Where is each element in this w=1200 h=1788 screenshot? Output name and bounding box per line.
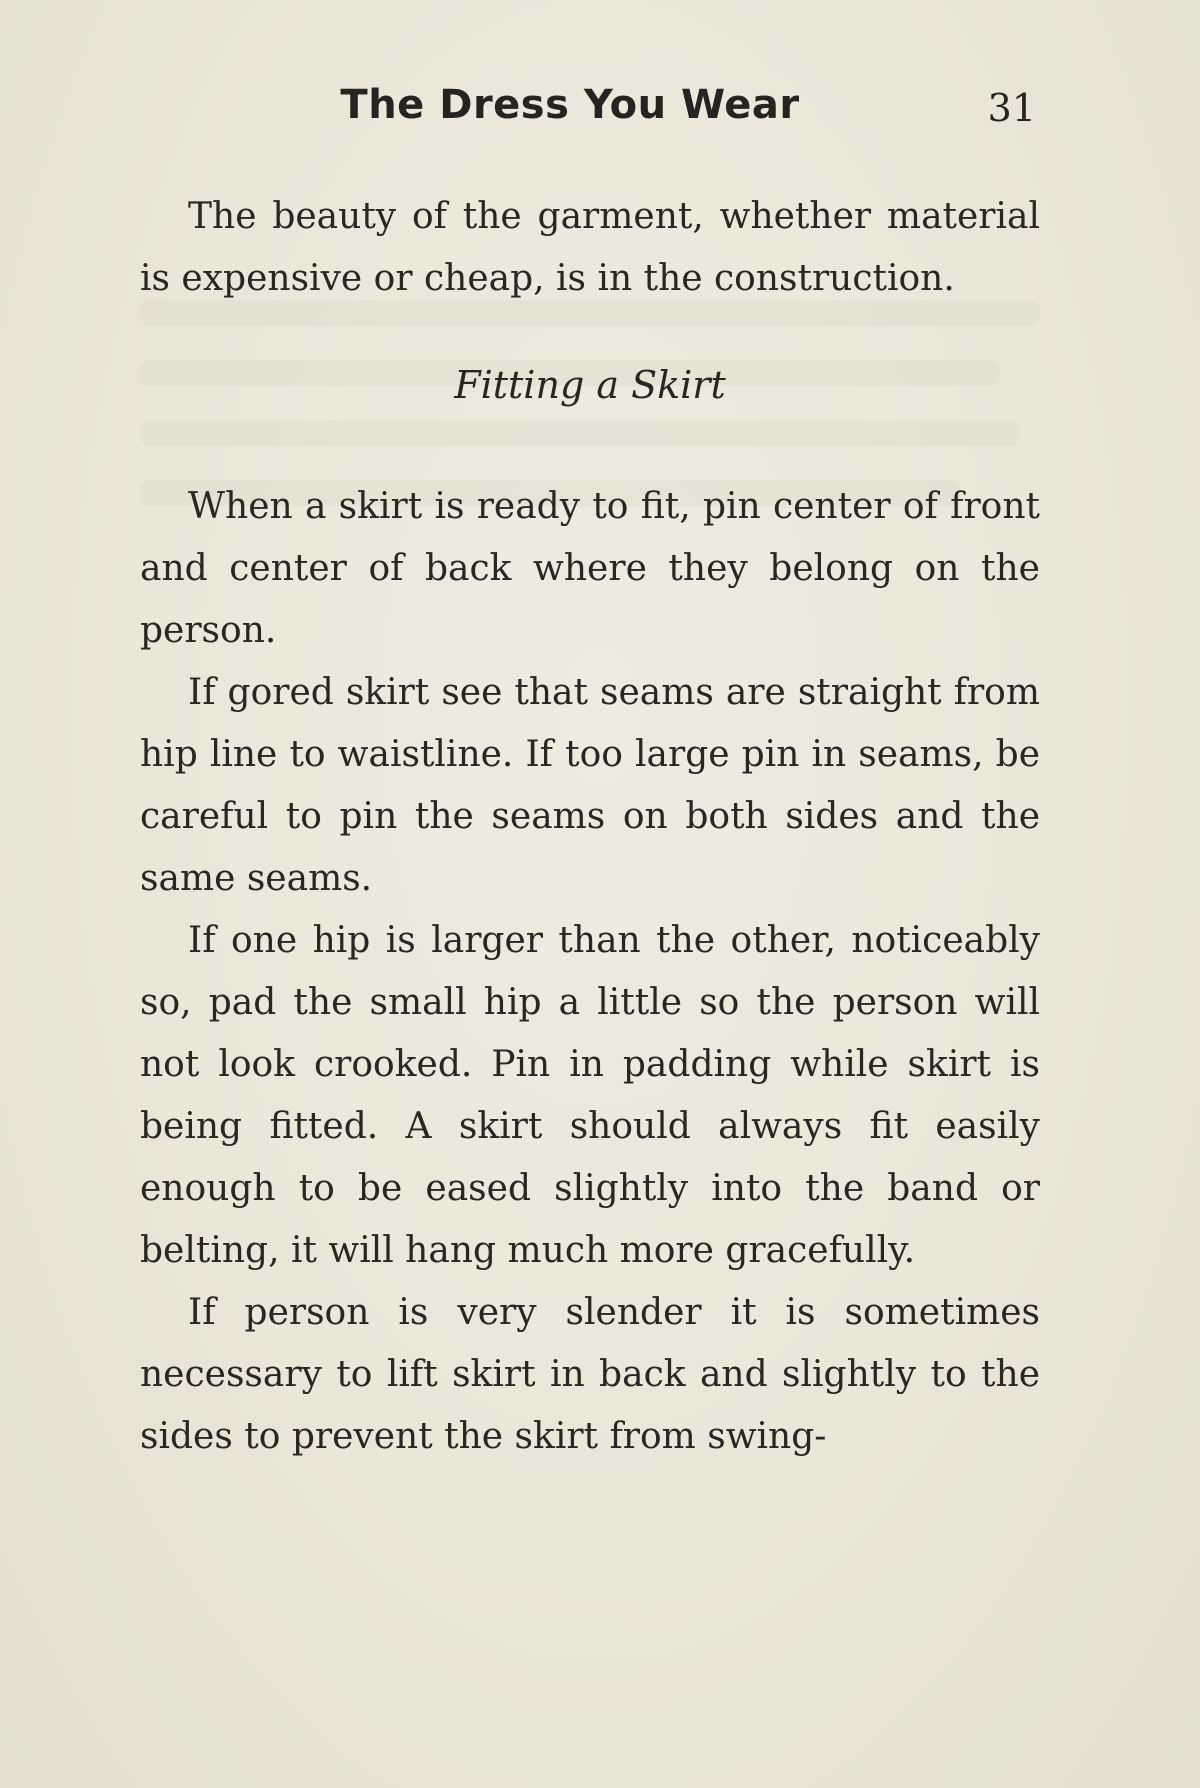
section-heading: Fitting a Skirt	[454, 363, 726, 407]
page-body	[140, 186, 1040, 1468]
intro-paragraph: The beauty of the garment, whether material is expensive or cheap, is in the construction.	[140, 196, 1040, 299]
paragraph: If one hip is larger than the other, noticeably so, pad the small hip a little so the person will not look crooked. Pin in padding while skirt is being fitted. A skirt should always fit easily enough to be eased slightly into the band or belting, it will hang much more gracefully.	[140, 920, 1040, 1271]
page-number: 31	[987, 86, 1036, 130]
paragraph: If person is very slender it is sometimes necessary to lift skirt in back and slightly to the sides to prevent the skirt from swing-	[140, 1292, 1040, 1457]
running-header	[140, 82, 1040, 142]
running-title: The Dress You Wear	[340, 82, 800, 128]
paragraph: If gored skirt see that seams are straight from hip line to waistline. If too large pin in seams, be careful to pin the seams on both sides and the same seams.	[140, 672, 1040, 899]
paragraph: When a skirt is ready to fit, pin center of front and center of back where they belong on the person.	[140, 486, 1040, 651]
